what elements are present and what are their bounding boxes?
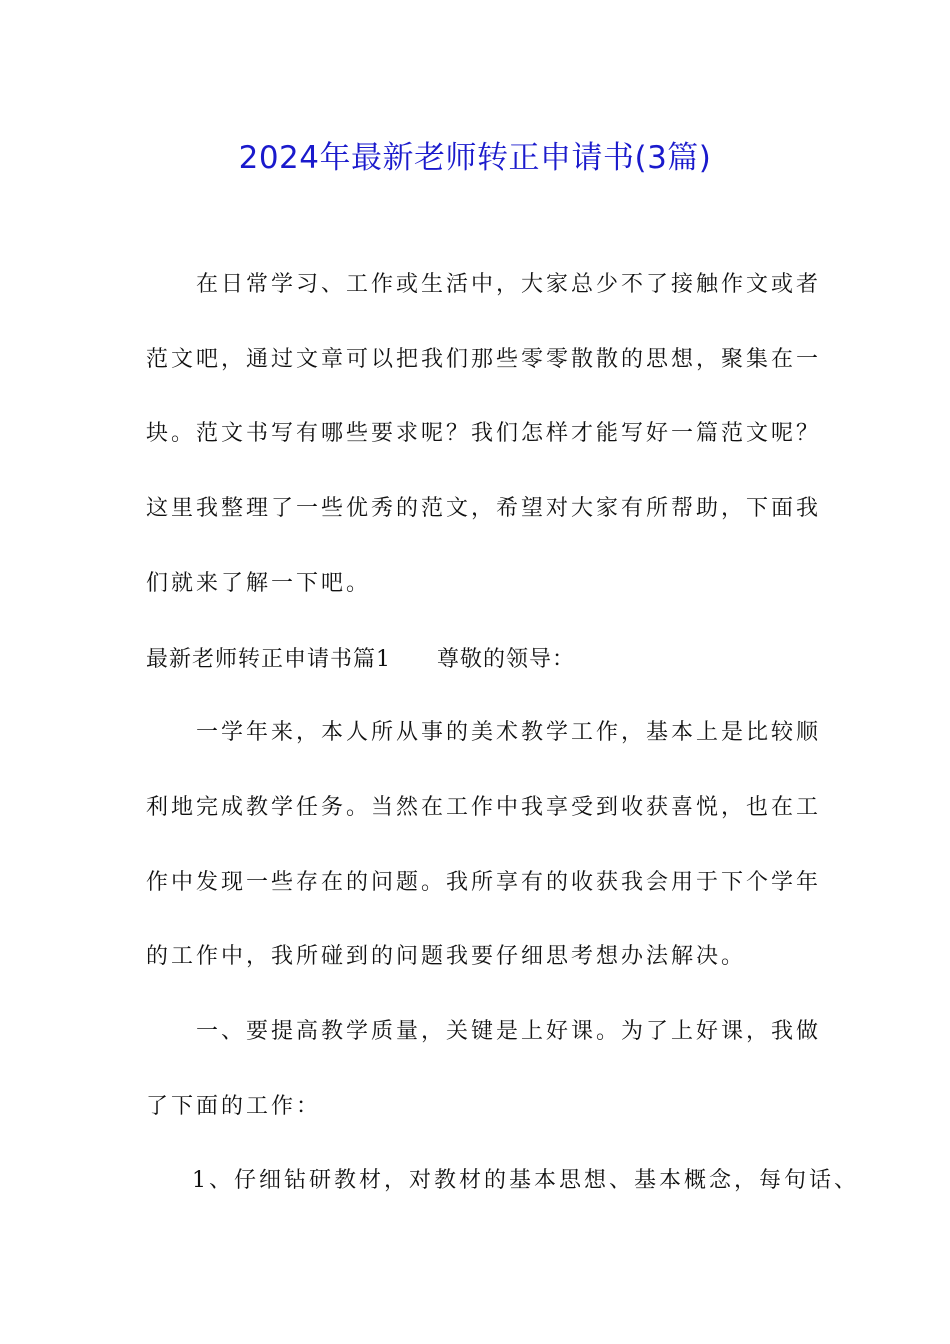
salutation: 尊敬的领导： <box>437 647 576 672</box>
intro-line-2: 范文吧，通过文章可以把我们那些零零散散的思想，聚集在一 <box>146 347 822 372</box>
body-line-2: 利地完成教学任务。当然在工作中我享受到收获喜悦，也在工 <box>146 795 822 820</box>
intro-line-1: 在日常学习、工作或生活中，大家总少不了接触作文或者 <box>196 272 822 297</box>
body-line-6: 了下面的工作： <box>146 1094 322 1119</box>
body-line-1: 一学年来，本人所从事的美术教学工作，基本上是比较顺 <box>196 720 822 745</box>
body-line-7: 1、仔细钻研教材，对教材的基本思想、基本概念，每句话、 <box>192 1168 859 1193</box>
section-heading-line <box>146 645 826 675</box>
section-heading: 最新老师转正申请书篇1 <box>146 647 391 672</box>
body-line-4: 的工作中，我所碰到的问题我要仔细思考想办法解决。 <box>146 944 747 969</box>
body-line-3: 作中发现一些存在的问题。我所享有的收获我会用于下个学年 <box>146 870 822 895</box>
body-line-5: 一、要提高教学质量，关键是上好课。为了上好课，我做 <box>196 1019 822 1044</box>
intro-line-5: 们就来了解一下吧。 <box>146 571 372 596</box>
document-title: 2024年最新老师转正申请书(3篇) <box>238 140 712 176</box>
intro-line-4: 这里我整理了一些优秀的范文，希望对大家有所帮助，下面我 <box>146 496 822 521</box>
intro-line-3: 块。范文书写有哪些要求呢？我们怎样才能写好一篇范文呢？ <box>146 421 822 446</box>
